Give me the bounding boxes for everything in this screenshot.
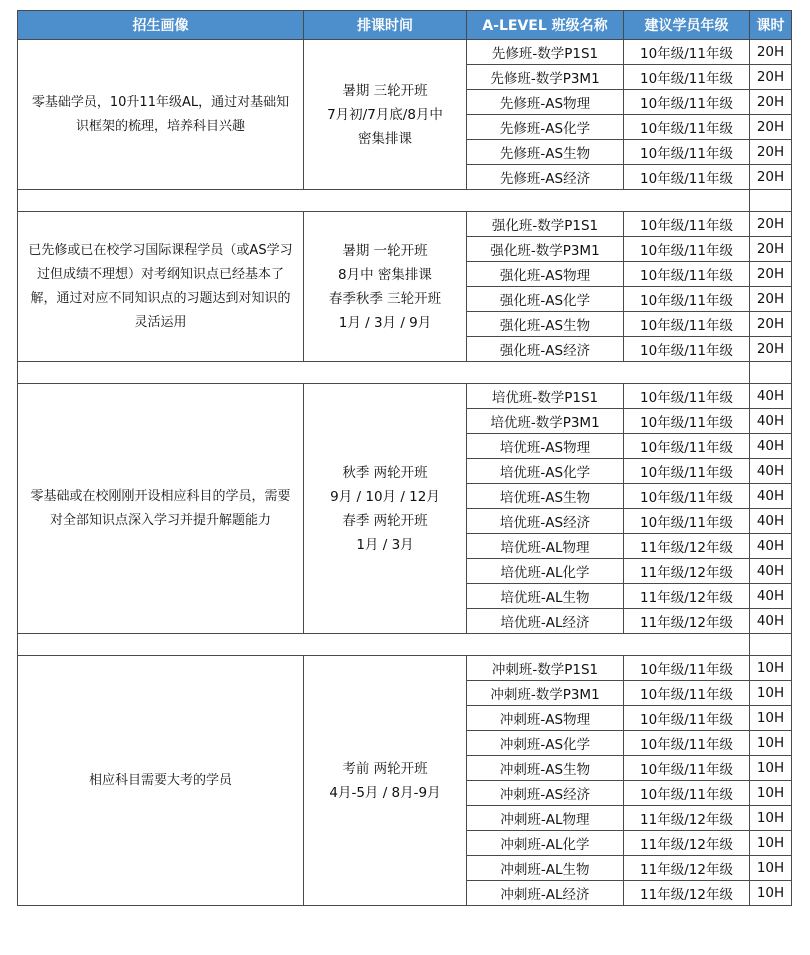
schedule-line: 春季秋季 三轮开班 bbox=[328, 290, 442, 307]
table-row bbox=[18, 656, 792, 681]
grade-cell: 11年级/12年级 bbox=[624, 881, 750, 906]
profile-cell bbox=[18, 384, 304, 634]
schedule-line: 7月初/7月底/8月中 bbox=[327, 106, 443, 123]
schedule-line: 秋季 两轮开班 bbox=[342, 464, 428, 481]
grade-cell: 11年级/12年级 bbox=[624, 584, 750, 609]
schedule-line: 暑期 三轮开班 bbox=[342, 82, 428, 99]
hours-cell: 40H bbox=[750, 434, 792, 459]
grade-cell: 10年级/11年级 bbox=[624, 90, 750, 115]
course-table bbox=[17, 10, 792, 906]
profile-text: 零基础学员，10升11年级AL，通过对基础知识框架的梳理，培养科目兴趣 bbox=[31, 94, 290, 134]
grade-cell: 10年级/11年级 bbox=[624, 262, 750, 287]
class-name-cell: 冲刺班-AS化学 bbox=[467, 731, 624, 756]
class-name-cell: 强化班-AS经济 bbox=[467, 337, 624, 362]
hours-cell: 20H bbox=[750, 65, 792, 90]
schedule-line: 暑期 一轮开班 bbox=[342, 242, 428, 259]
class-name-cell: 培优班-数学P1S1 bbox=[467, 384, 624, 409]
class-name-cell: 培优班-AL生物 bbox=[467, 584, 624, 609]
grade-cell: 11年级/12年级 bbox=[624, 609, 750, 634]
grade-cell: 10年级/11年级 bbox=[624, 337, 750, 362]
hours-cell: 10H bbox=[750, 706, 792, 731]
header-profile: 招生画像 bbox=[18, 11, 304, 40]
hours-cell: 40H bbox=[750, 609, 792, 634]
class-name-cell: 冲刺班-AS生物 bbox=[467, 756, 624, 781]
hours-cell: 10H bbox=[750, 881, 792, 906]
hours-cell: 10H bbox=[750, 681, 792, 706]
grade-cell: 11年级/12年级 bbox=[624, 806, 750, 831]
class-name-cell: 培优班-AS经济 bbox=[467, 509, 624, 534]
grade-cell: 10年级/11年级 bbox=[624, 409, 750, 434]
hours-cell: 10H bbox=[750, 831, 792, 856]
grade-cell: 11年级/12年级 bbox=[624, 559, 750, 584]
hours-cell: 20H bbox=[750, 140, 792, 165]
profile-cell bbox=[18, 656, 304, 906]
table-row bbox=[18, 212, 792, 237]
grade-cell: 10年级/11年级 bbox=[624, 140, 750, 165]
schedule-cell bbox=[304, 384, 467, 634]
grade-cell: 10年级/11年级 bbox=[624, 115, 750, 140]
class-name-cell: 强化班-AS生物 bbox=[467, 312, 624, 337]
hours-cell: 40H bbox=[750, 534, 792, 559]
class-name-cell: 培优班-AS生物 bbox=[467, 484, 624, 509]
grade-cell: 10年级/11年级 bbox=[624, 165, 750, 190]
hours-cell: 40H bbox=[750, 559, 792, 584]
separator-cell bbox=[18, 634, 750, 656]
schedule-line: 8月中 密集排课 bbox=[338, 266, 432, 283]
hours-cell: 20H bbox=[750, 287, 792, 312]
hours-cell: 40H bbox=[750, 484, 792, 509]
grade-cell: 10年级/11年级 bbox=[624, 484, 750, 509]
class-name-cell: 培优班-数学P3M1 bbox=[467, 409, 624, 434]
header-row bbox=[18, 11, 792, 40]
separator-cell bbox=[750, 634, 792, 656]
hours-cell: 20H bbox=[750, 337, 792, 362]
grade-cell: 10年级/11年级 bbox=[624, 212, 750, 237]
hours-cell: 20H bbox=[750, 90, 792, 115]
schedule-cell bbox=[304, 656, 467, 906]
grade-cell: 11年级/12年级 bbox=[624, 831, 750, 856]
schedule-line: 4月-5月 / 8月-9月 bbox=[329, 784, 441, 801]
grade-cell: 10年级/11年级 bbox=[624, 65, 750, 90]
profile-cell bbox=[18, 40, 304, 190]
separator-row bbox=[18, 362, 792, 384]
grade-cell: 10年级/11年级 bbox=[624, 434, 750, 459]
class-name-cell: 冲刺班-数学P3M1 bbox=[467, 681, 624, 706]
class-name-cell: 强化班-数学P3M1 bbox=[467, 237, 624, 262]
schedule-line: 1月 / 3月 bbox=[356, 536, 414, 553]
header-grade: 建议学员年级 bbox=[624, 11, 750, 40]
grade-cell: 10年级/11年级 bbox=[624, 706, 750, 731]
profile-text: 相应科目需要大考的学员 bbox=[88, 772, 232, 788]
grade-cell: 10年级/11年级 bbox=[624, 237, 750, 262]
profile-text: 已先修或已在校学习国际课程学员（或AS学习过但成绩不理想）对考纲知识点已经基本了解，通过对应不同知识点的习题达到对知识的灵活运用 bbox=[28, 242, 293, 330]
class-name-cell: 先修班-AS生物 bbox=[467, 140, 624, 165]
grade-cell: 10年级/11年级 bbox=[624, 756, 750, 781]
grade-cell: 10年级/11年级 bbox=[624, 681, 750, 706]
grade-cell: 11年级/12年级 bbox=[624, 856, 750, 881]
class-name-cell: 先修班-数学P3M1 bbox=[467, 65, 624, 90]
grade-cell: 10年级/11年级 bbox=[624, 656, 750, 681]
grade-cell: 10年级/11年级 bbox=[624, 509, 750, 534]
grade-cell: 10年级/11年级 bbox=[624, 40, 750, 65]
hours-cell: 20H bbox=[750, 237, 792, 262]
class-name-cell: 强化班-AS化学 bbox=[467, 287, 624, 312]
header-class-name: A-LEVEL 班级名称 bbox=[467, 11, 624, 40]
class-name-cell: 先修班-数学P1S1 bbox=[467, 40, 624, 65]
hours-cell: 40H bbox=[750, 584, 792, 609]
grade-cell: 10年级/11年级 bbox=[624, 384, 750, 409]
profile-text: 零基础或在校刚刚开设相应科目的学员，需要对全部知识点深入学习并提升解题能力 bbox=[30, 488, 291, 528]
class-name-cell: 培优班-AS物理 bbox=[467, 434, 624, 459]
hours-cell: 40H bbox=[750, 509, 792, 534]
grade-cell: 10年级/11年级 bbox=[624, 287, 750, 312]
grade-cell: 10年级/11年级 bbox=[624, 312, 750, 337]
separator-row bbox=[18, 634, 792, 656]
class-name-cell: 冲刺班-AL经济 bbox=[467, 881, 624, 906]
hours-cell: 20H bbox=[750, 312, 792, 337]
grade-cell: 10年级/11年级 bbox=[624, 781, 750, 806]
table-row bbox=[18, 40, 792, 65]
hours-cell: 10H bbox=[750, 756, 792, 781]
class-name-cell: 培优班-AL物理 bbox=[467, 534, 624, 559]
class-name-cell: 培优班-AS化学 bbox=[467, 459, 624, 484]
schedule-line: 密集排课 bbox=[358, 130, 412, 147]
separator-cell bbox=[750, 362, 792, 384]
schedule-line: 春季 两轮开班 bbox=[342, 512, 428, 529]
schedule-line: 1月 / 3月 / 9月 bbox=[338, 314, 432, 331]
schedule-cell bbox=[304, 212, 467, 362]
schedule-cell bbox=[304, 40, 467, 190]
class-name-cell: 培优班-AL经济 bbox=[467, 609, 624, 634]
schedule-line: 9月 / 10月 / 12月 bbox=[330, 488, 440, 505]
class-name-cell: 培优班-AL化学 bbox=[467, 559, 624, 584]
header-hours: 课时 bbox=[750, 11, 792, 40]
class-name-cell: 强化班-AS物理 bbox=[467, 262, 624, 287]
table-row bbox=[18, 384, 792, 409]
grade-cell: 11年级/12年级 bbox=[624, 534, 750, 559]
course-table-container bbox=[17, 10, 792, 906]
class-name-cell: 冲刺班-AL生物 bbox=[467, 856, 624, 881]
hours-cell: 10H bbox=[750, 781, 792, 806]
hours-cell: 10H bbox=[750, 731, 792, 756]
class-name-cell: 先修班-AS经济 bbox=[467, 165, 624, 190]
hours-cell: 10H bbox=[750, 856, 792, 881]
separator-cell bbox=[18, 362, 750, 384]
grade-cell: 10年级/11年级 bbox=[624, 731, 750, 756]
class-name-cell: 先修班-AS物理 bbox=[467, 90, 624, 115]
class-name-cell: 先修班-AS化学 bbox=[467, 115, 624, 140]
hours-cell: 20H bbox=[750, 40, 792, 65]
class-name-cell: 强化班-数学P1S1 bbox=[467, 212, 624, 237]
class-name-cell: 冲刺班-AS物理 bbox=[467, 706, 624, 731]
hours-cell: 40H bbox=[750, 409, 792, 434]
class-name-cell: 冲刺班-数学P1S1 bbox=[467, 656, 624, 681]
separator-row bbox=[18, 190, 792, 212]
header-schedule: 排课时间 bbox=[304, 11, 467, 40]
class-name-cell: 冲刺班-AS经济 bbox=[467, 781, 624, 806]
hours-cell: 20H bbox=[750, 165, 792, 190]
profile-cell bbox=[18, 212, 304, 362]
hours-cell: 20H bbox=[750, 212, 792, 237]
hours-cell: 20H bbox=[750, 262, 792, 287]
separator-cell bbox=[18, 190, 750, 212]
hours-cell: 40H bbox=[750, 459, 792, 484]
hours-cell: 40H bbox=[750, 384, 792, 409]
hours-cell: 20H bbox=[750, 115, 792, 140]
grade-cell: 10年级/11年级 bbox=[624, 459, 750, 484]
hours-cell: 10H bbox=[750, 806, 792, 831]
class-name-cell: 冲刺班-AL物理 bbox=[467, 806, 624, 831]
hours-cell: 10H bbox=[750, 656, 792, 681]
separator-cell bbox=[750, 190, 792, 212]
class-name-cell: 冲刺班-AL化学 bbox=[467, 831, 624, 856]
schedule-line: 考前 两轮开班 bbox=[342, 760, 428, 777]
